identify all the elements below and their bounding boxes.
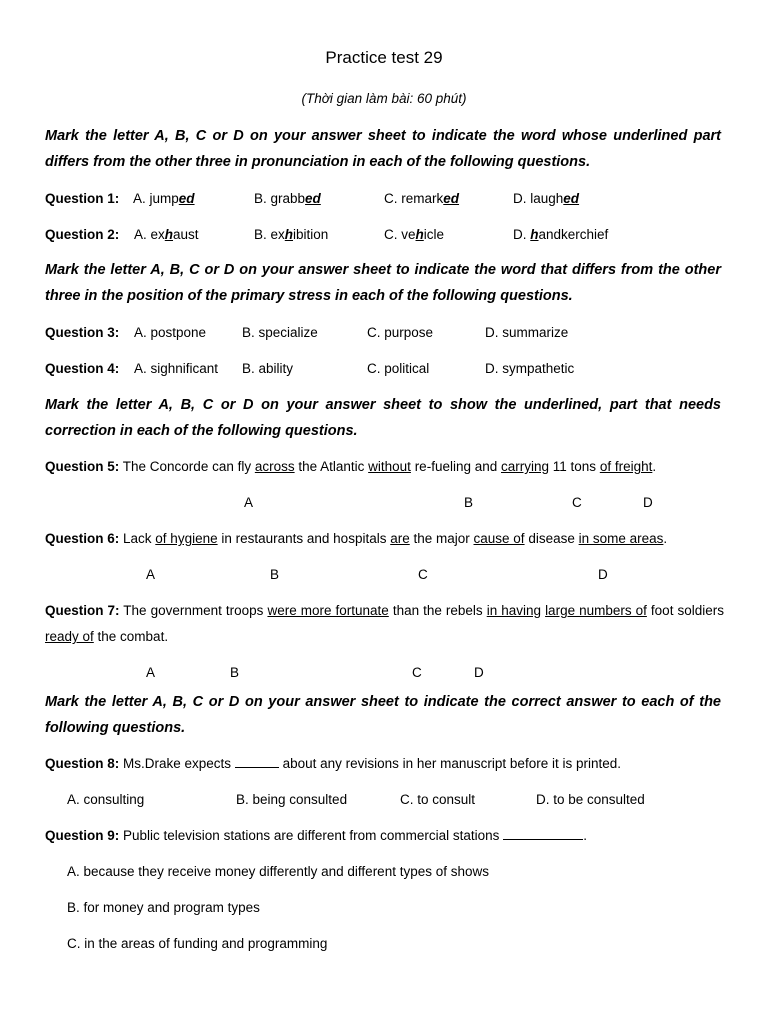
q3-option-b: B. specialize xyxy=(242,325,318,340)
question-5: Question 5: The Concorde can fly across the Atlantic without re-fueling and carrying 11 tons of freight. xyxy=(45,459,657,474)
answer-mark-a: A xyxy=(146,567,156,582)
q2-option-a: A. exhaust xyxy=(134,227,199,242)
underlined-part: ed xyxy=(443,191,460,206)
underlined-part-d: in some areas xyxy=(578,531,664,546)
underlined-part: ed xyxy=(305,191,321,206)
answer-mark-c: C xyxy=(572,495,582,510)
underlined-part-a: were more fortunate xyxy=(267,603,389,618)
answer-mark-a: A xyxy=(146,665,156,680)
underlined-part-c: large numbers of xyxy=(545,603,647,618)
q2-option-b: B. exhibition xyxy=(254,227,329,242)
q8-option-c: C. to consult xyxy=(400,792,476,807)
answer-mark-d: D xyxy=(474,665,484,680)
answer-mark-b: B xyxy=(230,665,240,680)
question-label: Question 7: xyxy=(45,603,120,618)
underlined-part-a: of hygiene xyxy=(155,531,218,546)
underlined-part-b: are xyxy=(390,531,410,546)
answer-blank xyxy=(235,756,279,768)
answer-mark-d: D xyxy=(643,495,653,510)
instruction-stress: Mark the letter A, B, C or D on your answer sheet to indicate the word that differs from the other three in the position of the primary stress in each of the following questions. xyxy=(45,262,721,304)
question-label: Question 1: xyxy=(45,191,120,206)
q1-option-a: A. jumped xyxy=(133,191,195,206)
question-2-label xyxy=(45,227,119,242)
question-3-label xyxy=(45,325,119,340)
answer-mark-c: C xyxy=(418,567,428,582)
instruction-error-identification: Mark the letter A, B, C or D on your answer sheet to show the underlined, part that needs correction in each of the following questions. xyxy=(45,397,721,439)
q3-option-c: C. purpose xyxy=(367,325,434,340)
page-title: Practice test 29 xyxy=(325,48,443,67)
q9-option-b: B. for money and program types xyxy=(67,900,260,915)
question-label: Question 6: xyxy=(45,531,120,546)
q9-option-a: A. because they receive money differently and different types of shows xyxy=(67,864,489,879)
question-8: Question 8: Ms.Drake expects about any revisions in her manuscript before it is printed. xyxy=(45,756,621,771)
q2-option-d: D. handkerchief xyxy=(513,227,609,242)
q8-option-d: D. to be consulted xyxy=(536,792,645,807)
question-4-label xyxy=(45,361,119,376)
question-9: Question 9: Public television stations are different from commercial stations . xyxy=(45,828,587,843)
q3-option-d: D. summarize xyxy=(485,325,569,340)
answer-mark-d: D xyxy=(598,567,608,582)
underlined-part-b: in having xyxy=(486,603,542,618)
q9-option-c: C. in the areas of funding and programming xyxy=(67,936,328,951)
q4-option-a: A. sighnificant xyxy=(134,361,219,376)
q4-option-b: B. ability xyxy=(242,361,294,376)
answer-mark-a: A xyxy=(244,495,254,510)
answer-mark-b: B xyxy=(464,495,474,510)
answer-mark-c: C xyxy=(412,665,422,680)
q8-option-b: B. being consulted xyxy=(236,792,348,807)
q1-option-c: C. remarked xyxy=(384,191,460,206)
question-label: Question 8: xyxy=(45,756,120,771)
question-label: Question 5: xyxy=(45,459,120,474)
underlined-part-c: carrying xyxy=(501,459,550,474)
underlined-part-c: cause of xyxy=(473,531,525,546)
answer-mark-b: B xyxy=(270,567,280,582)
underlined-part: h xyxy=(530,227,539,242)
underlined-part-a: across xyxy=(254,459,295,474)
question-label: Question 9: xyxy=(45,828,120,843)
question-label: Question 3: xyxy=(45,325,120,340)
question-label: Question 4: xyxy=(45,361,120,376)
page-subtitle: (Thời gian làm bài: 60 phút) xyxy=(301,91,467,106)
q4-option-c: C. political xyxy=(367,361,430,376)
question-label: Question 2: xyxy=(45,227,120,242)
underlined-part: ed xyxy=(563,191,580,206)
q1-option-d: D. laughed xyxy=(513,191,580,206)
q1-option-b: B. grabbed xyxy=(254,191,321,206)
underlined-part-d: ready of xyxy=(45,629,94,644)
underlined-part-b: without xyxy=(368,459,411,474)
instruction-correct-answer: Mark the letter A, B, C or D on your answer sheet to indicate the correct answer to each of the following questions. xyxy=(45,694,721,736)
underlined-part: ed xyxy=(178,191,195,206)
underlined-part: h xyxy=(284,227,294,242)
answer-blank xyxy=(503,828,583,840)
question-7: Question 7: The government troops were more fortunate than the rebels in having large numbers of foot soldiers ready of the combat. xyxy=(45,603,724,644)
q2-option-c: C. vehicle xyxy=(384,227,445,242)
q8-option-a: A. consulting xyxy=(67,792,145,807)
q4-option-d: D. sympathetic xyxy=(485,361,575,376)
underlined-part: h xyxy=(415,227,424,242)
underlined-part: h xyxy=(164,227,174,242)
underlined-part-d: of freight xyxy=(599,459,653,474)
question-1-label xyxy=(45,191,119,206)
question-6: Question 6: Lack of hygiene in restaurants and hospitals are the major cause of disease in some areas. xyxy=(45,531,668,546)
q3-option-a: A. postpone xyxy=(134,325,207,340)
instruction-pronunciation: Mark the letter A, B, C or D on your answer sheet to indicate the word whose underlined part differs from the other three in pronunciation in each of the following questions. xyxy=(45,128,721,170)
